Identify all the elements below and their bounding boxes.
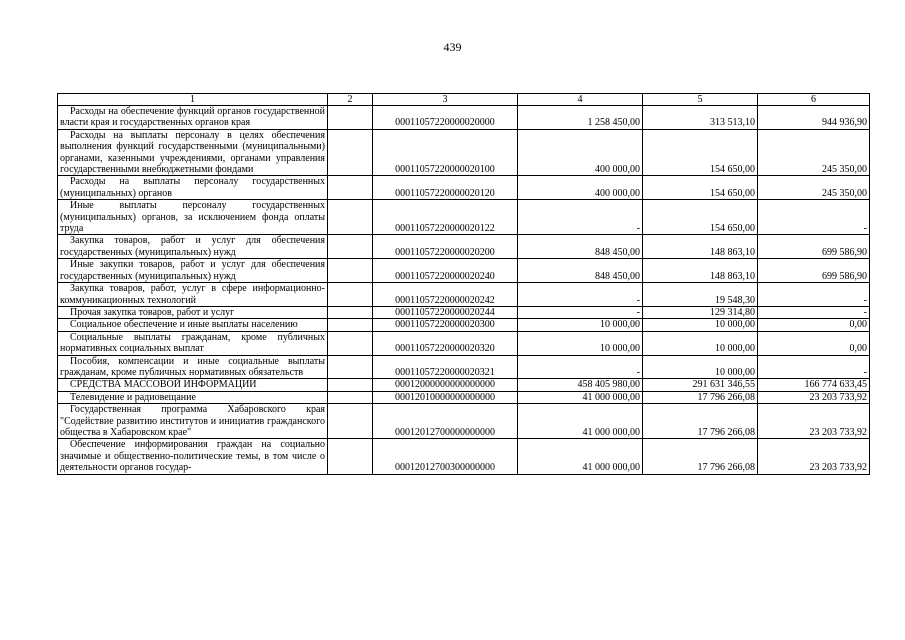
col-header-1: 1: [58, 94, 328, 106]
row-name: Расходы на выплаты персоналу в целях обеспечения выполнения функций государственными (муниципальными) органами, казенными учреждениями, органами управления государственными внебюджетными фондами: [58, 129, 328, 176]
row-name: Прочая закупка товаров, работ и услуг: [58, 306, 328, 318]
row-name: Социальные выплаты гражданам, кроме публичных нормативных социальных выплат: [58, 331, 328, 355]
table-row: [58, 331, 870, 355]
row-col2: [328, 404, 373, 439]
row-name: Закупка товаров, работ, услуг в сфере информационно-коммуникационных технологий: [58, 283, 328, 307]
table-row: [58, 355, 870, 379]
table-row: [58, 404, 870, 439]
row-value-col5: 148 863,10: [643, 259, 758, 283]
row-code: 00012000000000000000: [373, 379, 518, 391]
row-name: Телевидение и радиовещание: [58, 391, 328, 403]
table-row: [58, 176, 870, 200]
row-value-col5: 154 650,00: [643, 200, 758, 235]
row-name: Обеспечение информирования граждан на социально значимые и общественно-политические темы, в том числе о деятельности органов государ-: [58, 439, 328, 474]
row-value-col5: 148 863,10: [643, 235, 758, 259]
row-col2: [328, 106, 373, 130]
col-header-6: 6: [758, 94, 870, 106]
col-header-5: 5: [643, 94, 758, 106]
row-code: 00011057220000020321: [373, 355, 518, 379]
row-value-col4: -: [518, 200, 643, 235]
row-value-col4: 400 000,00: [518, 129, 643, 176]
row-code: 00011057220000020120: [373, 176, 518, 200]
row-value-col5: 17 796 266,08: [643, 404, 758, 439]
row-value-col4: 848 450,00: [518, 259, 643, 283]
row-value-col5: 154 650,00: [643, 129, 758, 176]
row-value-col6: 699 586,90: [758, 235, 870, 259]
col-header-2: 2: [328, 94, 373, 106]
row-code: 00011057220000020300: [373, 319, 518, 331]
table-row: [58, 106, 870, 130]
row-name: Закупка товаров, работ и услуг для обеспечения государственных (муниципальных) нужд: [58, 235, 328, 259]
row-value-col6: 0,00: [758, 331, 870, 355]
row-name: Расходы на выплаты персоналу государственных (муниципальных) органов: [58, 176, 328, 200]
row-value-col4: 848 450,00: [518, 235, 643, 259]
row-value-col6: -: [758, 200, 870, 235]
col-header-3: 3: [373, 94, 518, 106]
row-code: 00011057220000020244: [373, 306, 518, 318]
row-value-col4: 41 000 000,00: [518, 439, 643, 474]
row-value-col4: -: [518, 355, 643, 379]
row-value-col4: 400 000,00: [518, 176, 643, 200]
row-value-col4: -: [518, 283, 643, 307]
row-code: 00011057220000020320: [373, 331, 518, 355]
row-value-col4: 41 000 000,00: [518, 404, 643, 439]
page-number: 439: [443, 40, 462, 54]
table-row: [58, 259, 870, 283]
table-row: [58, 129, 870, 176]
row-code: 00011057220000020000: [373, 106, 518, 130]
row-value-col6: 699 586,90: [758, 259, 870, 283]
row-value-col6: 23 203 733,92: [758, 404, 870, 439]
row-value-col6: -: [758, 355, 870, 379]
row-value-col6: 0,00: [758, 319, 870, 331]
row-value-col5: 10 000,00: [643, 331, 758, 355]
row-name: Пособия, компенсации и иные социальные выплаты гражданам, кроме публичных нормативных обязательств: [58, 355, 328, 379]
row-value-col6: -: [758, 306, 870, 318]
row-col2: [328, 259, 373, 283]
row-name: СРЕДСТВА МАССОВОЙ ИНФОРМАЦИИ: [58, 379, 328, 391]
row-value-col5: 154 650,00: [643, 176, 758, 200]
row-value-col6: 23 203 733,92: [758, 391, 870, 403]
row-code: 00011057220000020200: [373, 235, 518, 259]
row-value-col6: 944 936,90: [758, 106, 870, 130]
row-value-col4: 41 000 000,00: [518, 391, 643, 403]
row-code: 00011057220000020100: [373, 129, 518, 176]
row-value-col4: 10 000,00: [518, 331, 643, 355]
row-name: Иные закупки товаров, работ и услуг для обеспечения государственных (муниципальных) нужд: [58, 259, 328, 283]
row-col2: [328, 379, 373, 391]
row-code: 00011057220000020240: [373, 259, 518, 283]
row-value-col5: 291 631 346,55: [643, 379, 758, 391]
row-value-col5: 17 796 266,08: [643, 439, 758, 474]
row-col2: [328, 176, 373, 200]
table-row: [58, 379, 870, 391]
col-header-4: 4: [518, 94, 643, 106]
row-code: 00012012700000000000: [373, 404, 518, 439]
row-col2: [328, 306, 373, 318]
row-value-col5: 129 314,80: [643, 306, 758, 318]
row-name: Социальное обеспечение и иные выплаты населению: [58, 319, 328, 331]
table-body: [58, 106, 870, 475]
row-col2: [328, 283, 373, 307]
row-name: Расходы на обеспечение функций органов государственной власти края и государственных органов края: [58, 106, 328, 130]
row-value-col6: 166 774 633,45: [758, 379, 870, 391]
row-col2: [328, 391, 373, 403]
row-value-col5: 19 548,30: [643, 283, 758, 307]
row-value-col5: 313 513,10: [643, 106, 758, 130]
table-row: [58, 439, 870, 474]
row-value-col6: 23 203 733,92: [758, 439, 870, 474]
row-col2: [328, 235, 373, 259]
row-value-col5: 10 000,00: [643, 355, 758, 379]
row-code: 00012012700300000000: [373, 439, 518, 474]
row-name: Государственная программа Хабаровского края "Содействие развитию институтов и инициатив гражданского общества в Хабаровском крае": [58, 404, 328, 439]
table-row: [58, 391, 870, 403]
row-value-col6: 245 350,00: [758, 129, 870, 176]
row-value-col6: 245 350,00: [758, 176, 870, 200]
table-row: [58, 235, 870, 259]
row-value-col4: 458 405 980,00: [518, 379, 643, 391]
row-value-col4: 1 258 450,00: [518, 106, 643, 130]
table-row: [58, 306, 870, 318]
row-col2: [328, 331, 373, 355]
table-header: [58, 94, 870, 106]
row-code: 00011057220000020242: [373, 283, 518, 307]
budget-table: [57, 93, 870, 475]
row-value-col4: -: [518, 306, 643, 318]
row-col2: [328, 200, 373, 235]
table-row: [58, 200, 870, 235]
row-col2: [328, 439, 373, 474]
row-col2: [328, 355, 373, 379]
row-code: 00011057220000020122: [373, 200, 518, 235]
row-value-col5: 17 796 266,08: [643, 391, 758, 403]
row-value-col4: 10 000,00: [518, 319, 643, 331]
row-value-col6: -: [758, 283, 870, 307]
row-col2: [328, 129, 373, 176]
header-row: [58, 94, 870, 106]
row-value-col5: 10 000,00: [643, 319, 758, 331]
table-row: [58, 283, 870, 307]
row-name: Иные выплаты персоналу государственных (муниципальных) органов, за исключением фонда оплаты труда: [58, 200, 328, 235]
row-code: 00012010000000000000: [373, 391, 518, 403]
row-col2: [328, 319, 373, 331]
table-row: [58, 319, 870, 331]
